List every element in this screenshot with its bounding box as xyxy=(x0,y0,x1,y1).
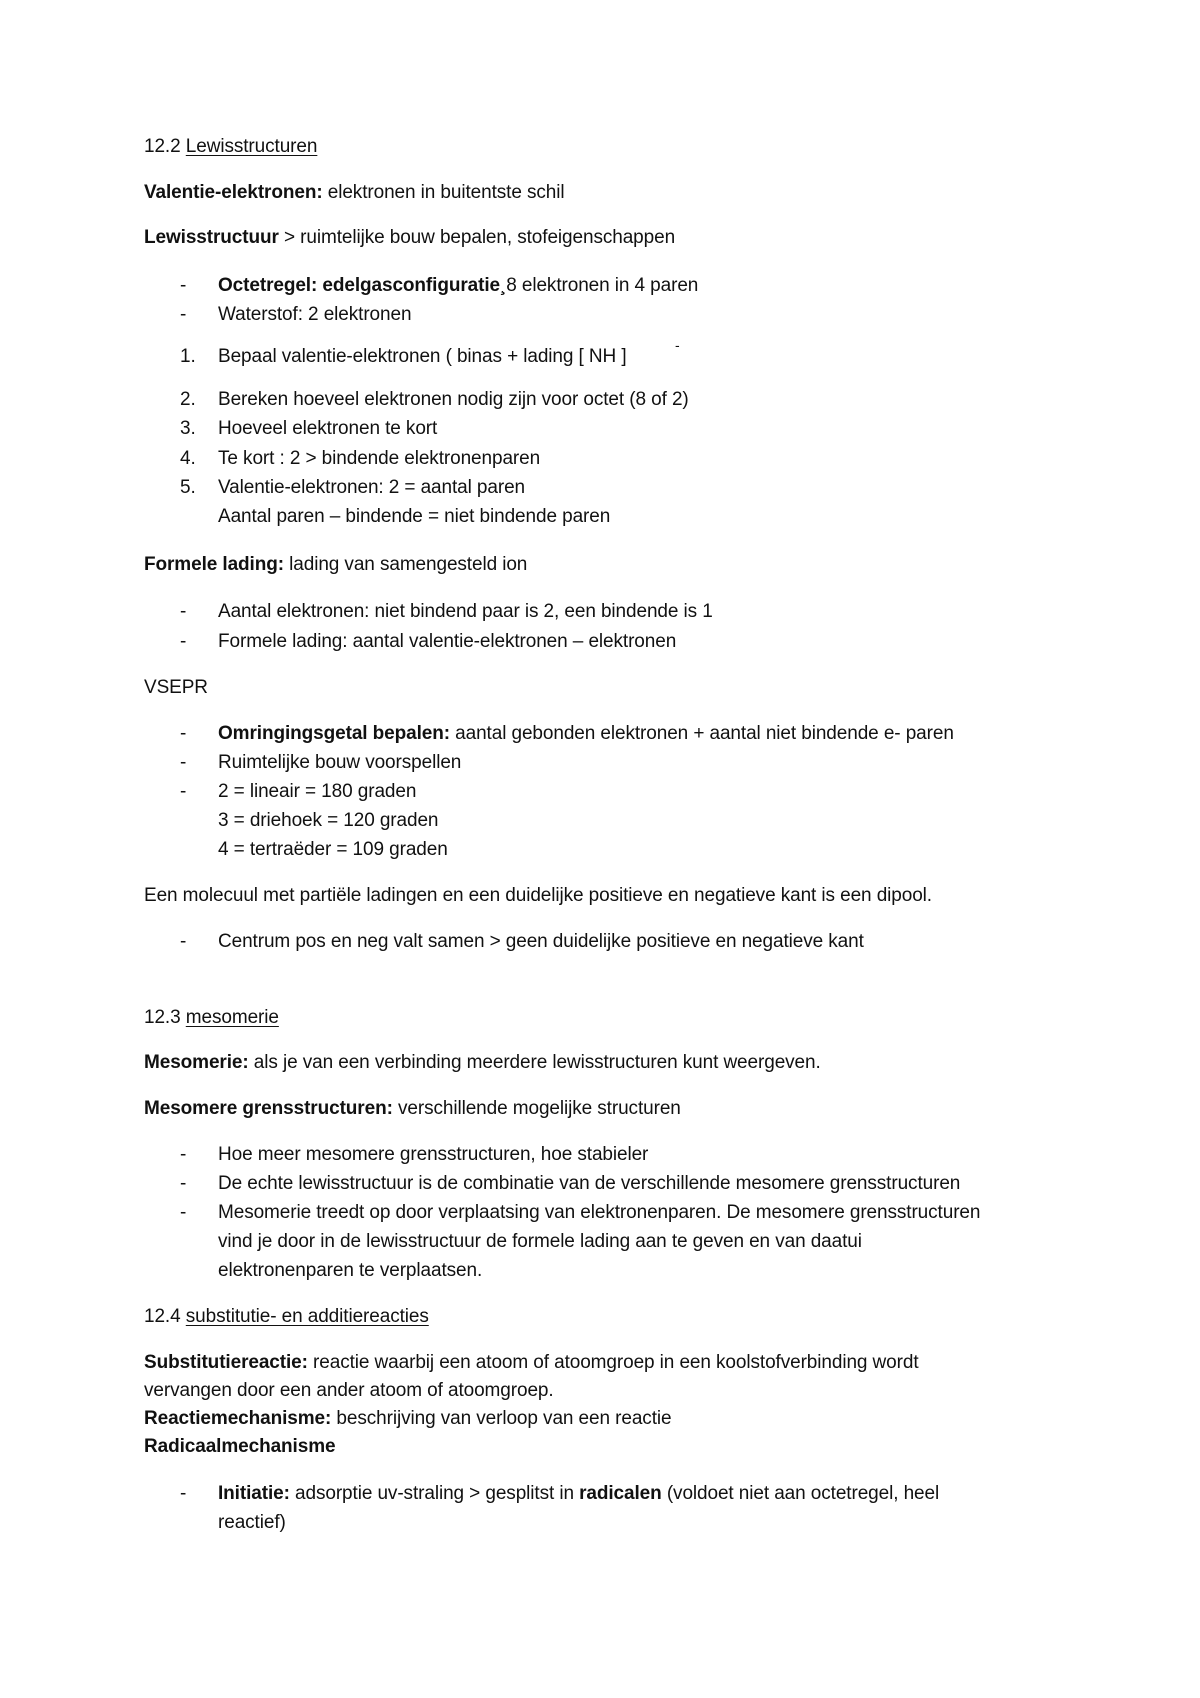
list-item-continuation: reactief) xyxy=(218,1512,286,1533)
bullet-dash: - xyxy=(180,752,187,773)
term: Octetregel: edelgasconfiguratie xyxy=(218,275,500,296)
list-item: Formele lading: aantal valentie-elektronen – elektronen xyxy=(218,631,677,652)
definition-continuation: vervangen door een ander atoom of atoomgroep. xyxy=(144,1380,554,1401)
definition: 8 elektronen in 4 paren xyxy=(506,275,699,296)
term: Mesomerie: xyxy=(144,1052,249,1073)
definition: beschrijving van verloop van een reactie xyxy=(331,1408,672,1429)
section-title: substitutie- en additiereacties xyxy=(185,1306,429,1327)
list-item-angle: 3 = driehoek = 120 graden xyxy=(218,810,439,831)
subheading-radicaalmechanisme xyxy=(144,1435,335,1459)
definition: elektronen in buitentste schil xyxy=(322,182,565,203)
definition-formele-lading xyxy=(144,553,527,577)
term: Initiatie: xyxy=(218,1483,290,1504)
definition-substitutiereactie xyxy=(144,1351,919,1375)
paragraph-dipool: Een molecuul met partiële ladingen en een duidelijke positieve en negatieve kant is een dipool. xyxy=(144,885,932,906)
bullet-dash: - xyxy=(180,1173,187,1194)
definition: reactie waarbij een atoom of atoomgroep in een koolstofverbinding wordt xyxy=(307,1352,919,1373)
bullet-dash: - xyxy=(180,1202,187,1223)
list-item-waterstof: Waterstof: 2 elektronen xyxy=(218,304,412,325)
list-item: Mesomerie treedt op door verplaatsing van elektronenparen. De mesomere grensstructuren xyxy=(218,1202,981,1223)
list-item: De echte lewisstructuur is de combinatie van de verschillende mesomere grensstructuren xyxy=(218,1173,961,1194)
section-number: 12.4 xyxy=(144,1306,181,1327)
bullet-dash: - xyxy=(180,1483,187,1504)
list-item: Centrum pos en neg valt samen > geen duidelijke positieve en negatieve kant xyxy=(218,931,864,952)
definition-valentie xyxy=(144,181,565,205)
list-item-initiatie xyxy=(218,1482,939,1506)
list-item-angle: 4 = tertraëder = 109 graden xyxy=(218,839,448,860)
section-heading-12-2 xyxy=(144,135,317,159)
list-item-angle: 2 = lineair = 180 graden xyxy=(218,781,417,802)
definition: > ruimtelijke bouw bepalen, stofeigenschappen xyxy=(278,227,676,248)
definition: als je van een verbinding meerdere lewisstructuren kunt weergeven. xyxy=(248,1052,821,1073)
bullet-dash: - xyxy=(180,631,187,652)
definition: verschillende mogelijke structuren xyxy=(392,1098,681,1119)
section-number: 12.2 xyxy=(144,136,181,157)
term: Lewisstructuur xyxy=(144,227,279,248)
list-item-continuation: elektronenparen te verplaatsen. xyxy=(218,1260,483,1281)
list-item: Ruimtelijke bouw voorspellen xyxy=(218,752,462,773)
step-item: Te kort : 2 > bindende elektronenparen xyxy=(218,448,541,469)
term: Valentie-elektronen: xyxy=(144,182,323,203)
definition-mesomerie xyxy=(144,1051,821,1075)
list-item: Aantal elektronen: niet bindend paar is 2, een bindende is 1 xyxy=(218,601,713,622)
step-number: 3. xyxy=(180,418,196,439)
term: Radicaalmechanisme xyxy=(144,1436,336,1457)
term: Omringingsgetal bepalen: xyxy=(218,723,450,744)
list-item-octetregel xyxy=(218,274,698,298)
definition: adsorptie uv-straling > gesplitst in xyxy=(289,1483,580,1504)
term: Mesomere grensstructuren: xyxy=(144,1098,393,1119)
emphasis: radicalen xyxy=(579,1483,662,1504)
bullet-dash: - xyxy=(180,723,187,744)
separator: ¸ xyxy=(499,275,507,296)
section-title: Lewisstructuren xyxy=(185,136,318,157)
list-item-continuation: vind je door in de lewisstructuur de formele lading aan te geven en van daatui xyxy=(218,1231,862,1252)
section-title: mesomerie xyxy=(185,1007,279,1028)
step-item: Bereken hoeveel elektronen nodig zijn voor octet (8 of 2) xyxy=(218,389,689,410)
section-heading-12-3 xyxy=(144,1006,279,1030)
list-item: Hoe meer mesomere grensstructuren, hoe stabieler xyxy=(218,1144,649,1165)
bullet-dash: - xyxy=(180,1144,187,1165)
definition: lading van samengesteld ion xyxy=(283,554,528,575)
step-item: Bepaal valentie-elektronen ( binas + lading [ NH ] xyxy=(218,346,627,367)
bullet-dash: - xyxy=(180,304,187,325)
bullet-dash: - xyxy=(180,781,187,802)
definition-grensstructuren xyxy=(144,1097,681,1121)
step-continuation: Aantal paren – bindende = niet bindende paren xyxy=(218,506,611,527)
bullet-dash: - xyxy=(180,275,187,296)
definition-reactiemechanisme xyxy=(144,1407,671,1431)
step-number: 5. xyxy=(180,477,196,498)
term: Substitutiereactie: xyxy=(144,1352,308,1373)
step-item: Hoeveel elektronen te kort xyxy=(218,418,438,439)
definition: (voldoet niet aan octetregel, heel xyxy=(661,1483,940,1504)
step-number: 4. xyxy=(180,448,196,469)
step-item: Valentie-elektronen: 2 = aantal paren xyxy=(218,477,526,498)
step-number: 2. xyxy=(180,389,196,410)
section-heading-12-4 xyxy=(144,1305,429,1329)
list-item-omringingsgetal xyxy=(218,722,954,746)
definition: aantal gebonden elektronen + aantal niet bindende e- paren xyxy=(449,723,954,744)
term: Reactiemechanisme: xyxy=(144,1408,332,1429)
section-number: 12.3 xyxy=(144,1007,181,1028)
definition-lewisstructuur xyxy=(144,226,675,250)
term: Formele lading: xyxy=(144,554,284,575)
bullet-dash: - xyxy=(180,931,187,952)
bullet-dash: - xyxy=(180,601,187,622)
heading-vsepr: VSEPR xyxy=(144,677,208,698)
superscript-charge: - xyxy=(675,337,680,353)
step-number: 1. xyxy=(180,346,196,367)
